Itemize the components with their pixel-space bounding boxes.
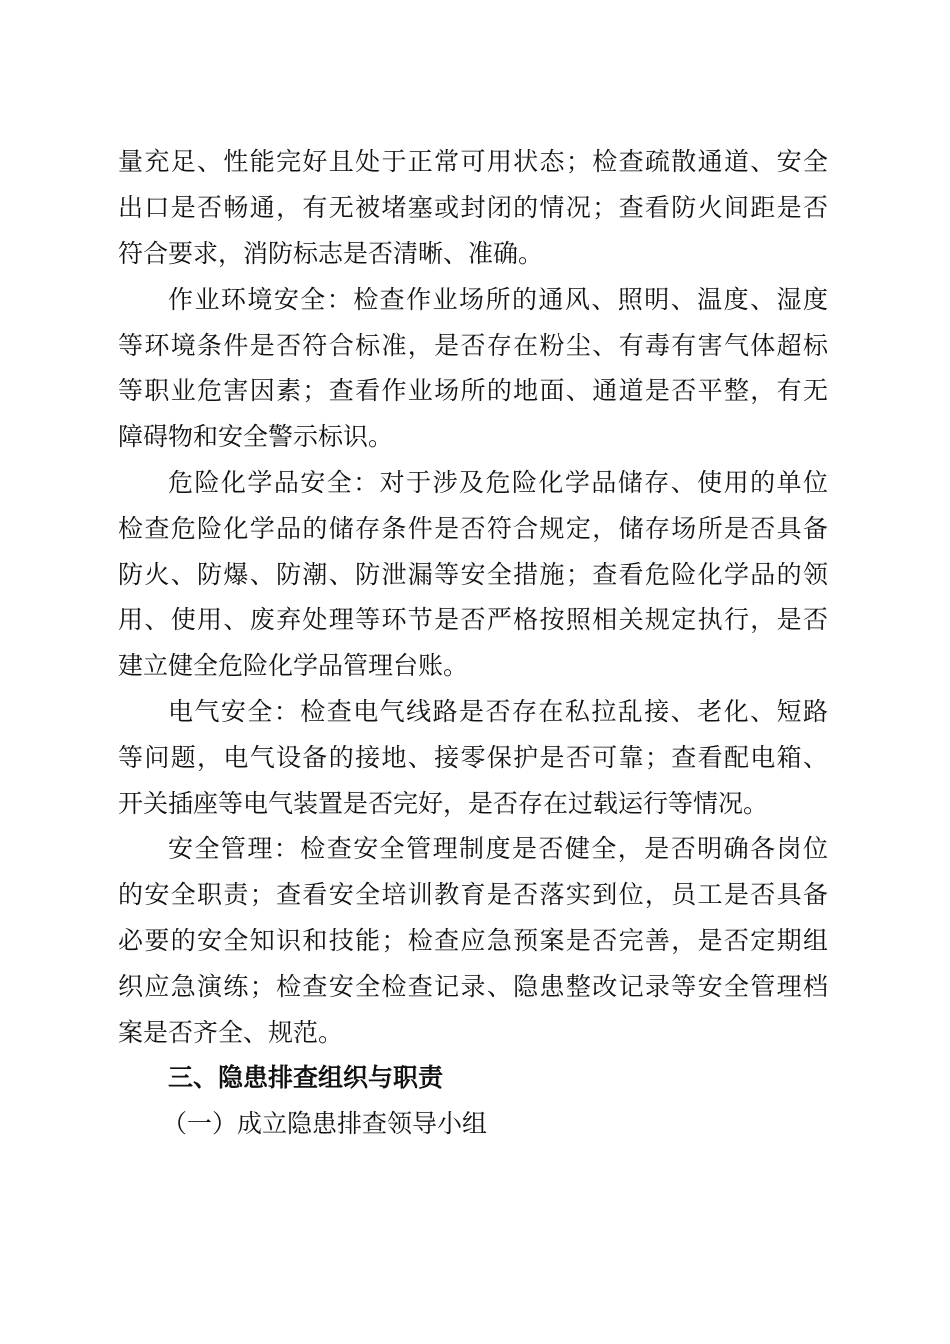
paragraph-line: 检查危险化学品的储存条件是否符合规定，储存场所是否具备: [118, 514, 828, 543]
paragraph-line: 符合要求，消防标志是否清晰、准确。: [118, 239, 544, 268]
paragraph-line: 开关插座等电气装置是否完好，是否存在过载运行等情况。: [118, 789, 769, 818]
paragraph-line: 作业环境安全：检查作业场所的通风、照明、温度、湿度: [168, 285, 828, 314]
paragraph-line: 危险化学品安全：对于涉及危险化学品储存、使用的单位: [168, 468, 828, 497]
paragraph-line: 的安全职责；查看安全培训教育是否落实到位，员工是否具备: [118, 880, 828, 909]
paragraph-line: 建立健全危险化学品管理台账。: [118, 651, 469, 680]
paragraph-line: 出口是否畅通，有无被堵塞或封闭的情况；查看防火间距是否: [118, 193, 828, 222]
paragraph-line: 案是否齐全、规范。: [118, 1018, 344, 1047]
paragraph-line: 等职业危害因素；查看作业场所的地面、通道是否平整，有无: [118, 376, 828, 405]
section-heading: 三、隐患排查组织与职责: [168, 1063, 444, 1092]
subsection-heading: （一）成立隐患排查领导小组: [162, 1109, 488, 1138]
paragraph-line: 用、使用、废弃处理等环节是否严格按照相关规定执行，是否: [118, 605, 828, 634]
paragraph-line: 电气安全：检查电气线路是否存在私拉乱接、老化、短路: [168, 697, 828, 726]
paragraph-line: 必要的安全知识和技能；检查应急预案是否完善，是否定期组: [118, 926, 828, 955]
paragraph-line: 防火、防爆、防潮、防泄漏等安全措施；查看危险化学品的领: [118, 560, 828, 589]
paragraph-line: 织应急演练；检查安全检查记录、隐患整改记录等安全管理档: [118, 972, 828, 1001]
paragraph-line: 量充足、性能完好且处于正常可用状态；检查疏散通道、安全: [118, 147, 828, 176]
paragraph-line: 障碍物和安全警示标识。: [118, 422, 394, 451]
paragraph-line: 等问题，电气设备的接地、接零保护是否可靠；查看配电箱、: [118, 743, 828, 772]
paragraph-line: 安全管理：检查安全管理制度是否健全，是否明确各岗位: [168, 834, 828, 863]
paragraph-line: 等环境条件是否符合标准，是否存在粉尘、有毒有害气体超标: [118, 331, 828, 360]
